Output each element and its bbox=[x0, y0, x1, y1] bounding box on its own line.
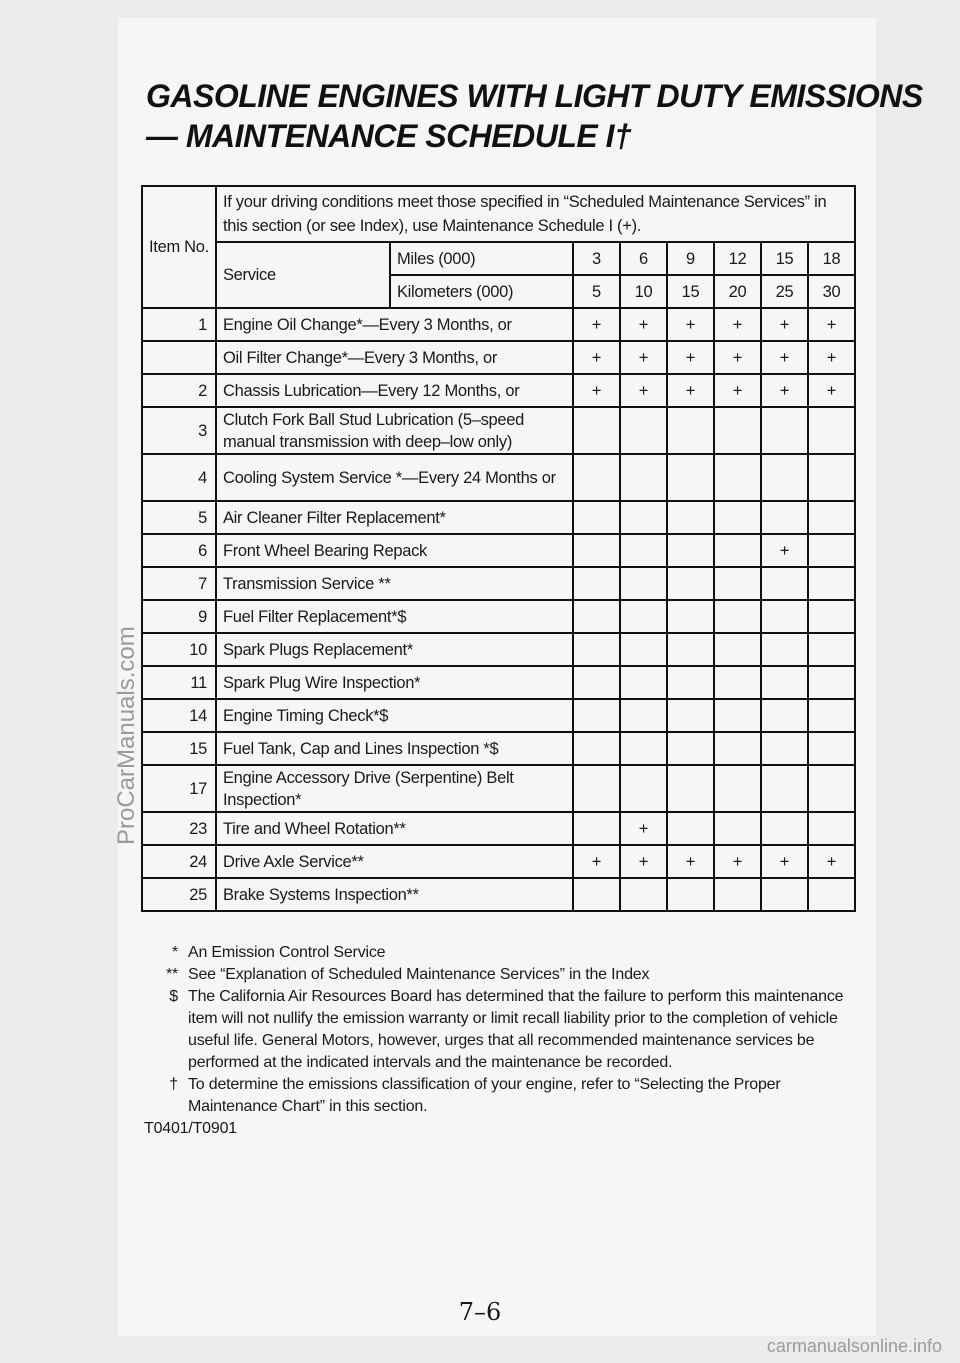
table-row bbox=[142, 633, 855, 666]
interval-mark bbox=[714, 812, 761, 845]
kilometers-interval: 30 bbox=[808, 275, 855, 308]
service-description: Engine Timing Check*$ bbox=[216, 699, 573, 732]
footnote-symbol: $ bbox=[169, 988, 178, 1005]
interval-mark bbox=[620, 699, 667, 732]
table-row bbox=[142, 732, 855, 765]
item-number: 23 bbox=[142, 812, 216, 845]
service-description: Spark Plug Wire Inspection* bbox=[216, 666, 573, 699]
item-number: 4 bbox=[142, 454, 216, 501]
interval-mark bbox=[761, 765, 808, 812]
table-row bbox=[142, 600, 855, 633]
interval-mark bbox=[667, 765, 714, 812]
item-number: 25 bbox=[142, 878, 216, 911]
interval-mark bbox=[667, 501, 714, 534]
interval-mark bbox=[667, 567, 714, 600]
interval-mark: + bbox=[808, 308, 855, 341]
document-code: T0401/T0901 bbox=[144, 1120, 237, 1137]
interval-mark: + bbox=[620, 341, 667, 374]
interval-mark bbox=[714, 699, 761, 732]
table-row bbox=[142, 765, 855, 812]
service-description: Air Cleaner Filter Replacement* bbox=[216, 501, 573, 534]
service-description: Transmission Service ** bbox=[216, 567, 573, 600]
item-number: 2 bbox=[142, 374, 216, 407]
interval-mark bbox=[620, 454, 667, 501]
interval-mark: + bbox=[714, 341, 761, 374]
footnote bbox=[144, 986, 844, 1074]
table-row bbox=[142, 878, 855, 911]
interval-mark bbox=[573, 407, 620, 454]
footnote bbox=[144, 964, 844, 986]
schedule-intro: If your driving conditions meet those specified in “Scheduled Maintenance Services” in this section (or see Index), use Maintenance Schedule I (+). bbox=[216, 186, 855, 242]
interval-mark bbox=[808, 567, 855, 600]
interval-mark bbox=[573, 699, 620, 732]
miles-interval: 3 bbox=[573, 242, 620, 275]
interval-mark: + bbox=[808, 845, 855, 878]
interval-mark: + bbox=[761, 845, 808, 878]
service-header: Service bbox=[216, 242, 390, 308]
interval-mark: + bbox=[573, 374, 620, 407]
miles-header: Miles (000) bbox=[390, 242, 573, 275]
miles-interval: 12 bbox=[714, 242, 761, 275]
service-description: Engine Oil Change*—Every 3 Months, or bbox=[216, 308, 573, 341]
footnote-text: See “Explanation of Scheduled Maintenance Services” in the Index bbox=[188, 966, 650, 983]
interval-mark bbox=[667, 633, 714, 666]
footnote-symbol: * bbox=[171, 944, 178, 961]
interval-mark bbox=[667, 534, 714, 567]
footnote bbox=[144, 942, 844, 964]
interval-mark bbox=[573, 534, 620, 567]
footnote-symbol: † bbox=[169, 1076, 178, 1093]
interval-mark bbox=[714, 600, 761, 633]
service-description: Engine Accessory Drive (Serpentine) Belt Inspection* bbox=[216, 765, 573, 812]
item-number: 3 bbox=[142, 407, 216, 454]
table-row bbox=[142, 308, 855, 341]
interval-mark bbox=[714, 878, 761, 911]
interval-mark bbox=[620, 732, 667, 765]
item-number: 7 bbox=[142, 567, 216, 600]
item-number-header: Item No. bbox=[142, 186, 216, 308]
interval-mark bbox=[808, 732, 855, 765]
bottom-watermark: carmanualsonline.info bbox=[766, 1336, 942, 1356]
table-row bbox=[142, 374, 855, 407]
interval-mark bbox=[573, 878, 620, 911]
kilometers-interval: 20 bbox=[714, 275, 761, 308]
table-row bbox=[142, 341, 855, 374]
interval-mark bbox=[808, 765, 855, 812]
footnote-text: The California Air Resources Board has determined that the failure to perform this maintenance item will not nullify the emission warranty or limit recall liability prior to the completion of vehicle useful life. General Motors, however, urges that all recommended maintenance services be performed at the indicated intervals and the maintenance be recorded. bbox=[188, 988, 844, 1071]
interval-mark bbox=[667, 732, 714, 765]
interval-mark: + bbox=[620, 845, 667, 878]
kilometers-interval: 15 bbox=[667, 275, 714, 308]
interval-mark bbox=[714, 732, 761, 765]
footnote-text: An Emission Control Service bbox=[188, 944, 386, 961]
miles-interval: 18 bbox=[808, 242, 855, 275]
service-description: Fuel Filter Replacement*$ bbox=[216, 600, 573, 633]
miles-interval: 9 bbox=[667, 242, 714, 275]
interval-mark bbox=[714, 567, 761, 600]
interval-mark bbox=[808, 501, 855, 534]
interval-mark bbox=[761, 501, 808, 534]
interval-mark: + bbox=[667, 374, 714, 407]
footnotes bbox=[144, 942, 844, 1140]
interval-mark bbox=[761, 633, 808, 666]
interval-mark bbox=[620, 765, 667, 812]
interval-mark bbox=[573, 454, 620, 501]
interval-mark bbox=[620, 534, 667, 567]
interval-mark bbox=[620, 407, 667, 454]
item-number: 9 bbox=[142, 600, 216, 633]
title-line-1: GASOLINE ENGINES WITH LIGHT DUTY EMISSIONS bbox=[146, 78, 923, 114]
interval-mark bbox=[761, 812, 808, 845]
interval-mark bbox=[808, 699, 855, 732]
interval-mark bbox=[808, 633, 855, 666]
item-number: 15 bbox=[142, 732, 216, 765]
item-number bbox=[142, 341, 216, 374]
service-description: Fuel Tank, Cap and Lines Inspection *$ bbox=[216, 732, 573, 765]
interval-mark bbox=[761, 878, 808, 911]
maintenance-schedule-table bbox=[141, 185, 856, 912]
table-row bbox=[142, 534, 855, 567]
item-number: 11 bbox=[142, 666, 216, 699]
interval-mark bbox=[714, 633, 761, 666]
interval-mark bbox=[573, 633, 620, 666]
interval-mark bbox=[761, 600, 808, 633]
interval-mark bbox=[573, 567, 620, 600]
interval-mark: + bbox=[667, 845, 714, 878]
interval-mark bbox=[620, 567, 667, 600]
interval-mark bbox=[714, 534, 761, 567]
item-number: 5 bbox=[142, 501, 216, 534]
service-description: Cooling System Service *—Every 24 Months or bbox=[216, 454, 573, 501]
interval-mark: + bbox=[714, 374, 761, 407]
interval-mark bbox=[714, 666, 761, 699]
interval-mark bbox=[620, 501, 667, 534]
interval-mark bbox=[714, 454, 761, 501]
interval-mark bbox=[620, 878, 667, 911]
interval-mark: + bbox=[667, 308, 714, 341]
interval-mark bbox=[761, 454, 808, 501]
interval-mark bbox=[761, 666, 808, 699]
interval-mark bbox=[808, 534, 855, 567]
interval-mark bbox=[620, 633, 667, 666]
interval-mark: + bbox=[620, 374, 667, 407]
table-row bbox=[142, 454, 855, 501]
table-row bbox=[142, 407, 855, 454]
interval-mark: + bbox=[808, 341, 855, 374]
page-title bbox=[146, 76, 923, 156]
interval-mark bbox=[667, 454, 714, 501]
interval-mark bbox=[620, 666, 667, 699]
interval-mark bbox=[667, 699, 714, 732]
interval-mark bbox=[714, 407, 761, 454]
item-number: 10 bbox=[142, 633, 216, 666]
interval-mark: + bbox=[714, 845, 761, 878]
interval-mark bbox=[573, 812, 620, 845]
interval-mark: + bbox=[573, 845, 620, 878]
kilometers-header: Kilometers (000) bbox=[390, 275, 573, 308]
interval-mark bbox=[808, 454, 855, 501]
interval-mark: + bbox=[761, 308, 808, 341]
interval-mark bbox=[573, 765, 620, 812]
item-number: 6 bbox=[142, 534, 216, 567]
interval-mark bbox=[573, 732, 620, 765]
item-number: 17 bbox=[142, 765, 216, 812]
footnote bbox=[144, 1074, 844, 1118]
interval-mark bbox=[667, 878, 714, 911]
interval-mark bbox=[761, 407, 808, 454]
interval-mark bbox=[761, 732, 808, 765]
interval-mark: + bbox=[714, 308, 761, 341]
interval-mark bbox=[620, 600, 667, 633]
interval-mark: + bbox=[620, 812, 667, 845]
item-number: 14 bbox=[142, 699, 216, 732]
interval-mark bbox=[667, 666, 714, 699]
interval-mark bbox=[573, 600, 620, 633]
interval-mark: + bbox=[808, 374, 855, 407]
table-row bbox=[142, 567, 855, 600]
interval-mark bbox=[808, 812, 855, 845]
interval-mark bbox=[808, 407, 855, 454]
service-description: Front Wheel Bearing Repack bbox=[216, 534, 573, 567]
service-description: Clutch Fork Ball Stud Lubrication (5–speed manual transmission with deep–low only) bbox=[216, 407, 573, 454]
table-row bbox=[142, 699, 855, 732]
service-description: Oil Filter Change*—Every 3 Months, or bbox=[216, 341, 573, 374]
interval-mark: + bbox=[761, 534, 808, 567]
interval-mark: + bbox=[620, 308, 667, 341]
interval-mark bbox=[761, 567, 808, 600]
interval-mark bbox=[573, 666, 620, 699]
interval-mark bbox=[667, 407, 714, 454]
page-number: 7–6 bbox=[458, 1298, 502, 1326]
table-row bbox=[142, 845, 855, 878]
miles-interval: 15 bbox=[761, 242, 808, 275]
service-description: Brake Systems Inspection** bbox=[216, 878, 573, 911]
interval-mark bbox=[808, 666, 855, 699]
interval-mark bbox=[667, 600, 714, 633]
miles-interval: 6 bbox=[620, 242, 667, 275]
footnote-text: To determine the emissions classification of your engine, refer to “Selecting the Proper Maintenance Chart” in this section. bbox=[188, 1076, 781, 1115]
service-description: Spark Plugs Replacement* bbox=[216, 633, 573, 666]
interval-mark bbox=[714, 501, 761, 534]
service-description: Chassis Lubrication—Every 12 Months, or bbox=[216, 374, 573, 407]
interval-mark: + bbox=[573, 341, 620, 374]
interval-mark bbox=[808, 878, 855, 911]
interval-mark bbox=[714, 765, 761, 812]
kilometers-interval: 5 bbox=[573, 275, 620, 308]
table-row bbox=[142, 666, 855, 699]
table-row bbox=[142, 501, 855, 534]
interval-mark bbox=[761, 699, 808, 732]
interval-mark bbox=[573, 501, 620, 534]
kilometers-interval: 25 bbox=[761, 275, 808, 308]
interval-mark: + bbox=[761, 374, 808, 407]
service-description: Tire and Wheel Rotation** bbox=[216, 812, 573, 845]
title-line-2: — MAINTENANCE SCHEDULE I† bbox=[146, 118, 632, 154]
side-watermark: ProCarManuals.com bbox=[113, 626, 140, 845]
interval-mark: + bbox=[761, 341, 808, 374]
interval-mark bbox=[808, 600, 855, 633]
table-row bbox=[142, 812, 855, 845]
interval-mark: + bbox=[573, 308, 620, 341]
interval-mark: + bbox=[667, 341, 714, 374]
service-description: Drive Axle Service** bbox=[216, 845, 573, 878]
footnote-symbol: ** bbox=[165, 966, 178, 983]
item-number: 24 bbox=[142, 845, 216, 878]
item-number: 1 bbox=[142, 308, 216, 341]
interval-mark bbox=[667, 812, 714, 845]
kilometers-interval: 10 bbox=[620, 275, 667, 308]
